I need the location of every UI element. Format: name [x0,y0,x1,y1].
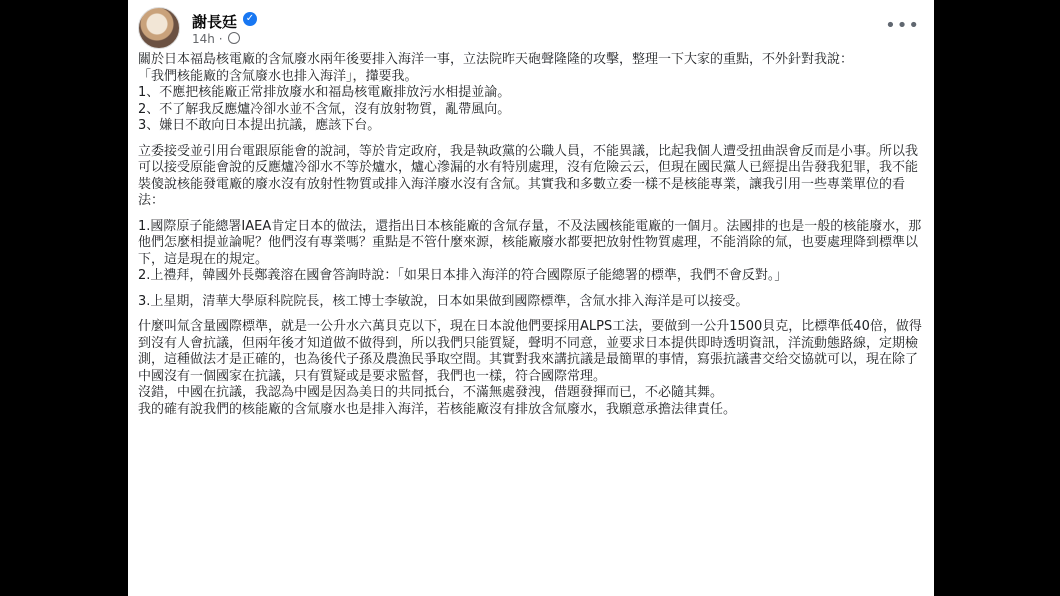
paragraph: 2、不了解我反應爐冷卻水並不含氚，沒有放射物質，亂帶風向。 [138,101,511,117]
paragraph: 「我們核能廠的含氚廢水也排入海洋」，攆要我。 [138,68,418,84]
paragraph-gap [138,285,924,294]
paragraph: 我的確有說我們的核能廠的含氚廢水也是排入海洋，若核能廠沒有排放含氚廢水，我願意承擔法律責任。 [138,401,737,417]
facebook-post [128,0,934,596]
post-meta: 14h · [192,32,240,46]
paragraph: 立委接受並引用台電跟原能會的說詞，等於肯定政府，我是執政黨的公職人員，不能異議，比起我個人遭受扭曲誤會反而是小事。所以我可以接受原能會說的反應爐冷卻水不等於爐水，爐心滲漏的水有特別處理，沒有危險云云，但現在國民黨人已經提出告發我犯罪，我不能裝傻說核能發電廠的廢水沒有放射性物質或排入海洋廢水沒有含氚。其實我和多數立委一樣不是核能專業，讓我引用一些專業單位的看法： [138,143,919,208]
more-options-icon[interactable]: ••• [885,15,920,36]
verified-badge-icon: ✓ [243,12,257,26]
paragraph: 1、不應把核能廠正常排放廢水和福島核電廠排放污水相提並論。 [138,85,511,100]
left-black-margin [0,0,128,596]
post-header [138,7,924,47]
post-body [138,52,924,418]
paragraph: 關於日本福島核電廠的含氚廢水兩年後要排入海洋一事，立法院昨天砲聲隆隆的攻擊，整理一下大家的重點，不外針對我說： [138,52,854,67]
paragraph: 1.國際原子能總署IAEA肯定日本的做法，還指出日本核能廠的含氚存量，不及法國核能電廠的一個月。法國排的也是一般的核能廢水，那他們怎麼相提並論呢？他們沒有專業嗎？重點是不管什麼來源，核能廠廢水都要把放射性物質處理，不能消除的氚，也要處理降到標準以下，這是現在的規定。 [138,218,922,267]
right-black-margin [934,0,1060,596]
globe-icon [228,32,240,44]
paragraph-gap [138,135,924,144]
author-name[interactable]: 謝長廷 [192,13,238,31]
avatar[interactable] [138,7,180,49]
paragraph: 3、嫌日不敢向日本提出抗議，應該下台。 [138,118,381,133]
paragraph: 2.上禮拜，韓國外長鄭義溶在國會答詢時說：「如果日本排入海洋的符合國際原子能總署的標準，我們不會反對。」 [138,268,788,283]
post-time[interactable]: 14h [192,32,215,46]
paragraph: 3.上星期，清華大學原科院院長，核工博士李敏說，日本如果做到國際標準，含氚水排入海洋是可以接受。 [138,293,749,309]
paragraph: 沒錯，中國在抗議，我認為中國是因為美日的共同抵台，不滿無處發洩，借題發揮而已，不必隨其舞。 [138,385,724,400]
paragraph: 什麼叫氚含量國際標準，就是一公升水六萬貝克以下，現在日本說他們要採用ALPS工法，要做到一公升1500貝克，比標準低40倍，做得到沒有人會抗議，但兩年後才知道做不做得到，所以我們只能質疑，聲明不同意，並要求日本提供即時透明資訊，洋流動態路線，定期檢測，這種做法才是正確的，也為後代子孫及農漁民爭取空間。其實對我來講抗議是最簡單的事情，寫張抗議書交给交協就可以，現在除了中國沒有一個國家在抗議，只有質疑或是要求監督，我們也一樣，符合國際常理。 [138,319,922,384]
paragraph-gap [138,310,924,319]
paragraph-gap [138,210,924,219]
